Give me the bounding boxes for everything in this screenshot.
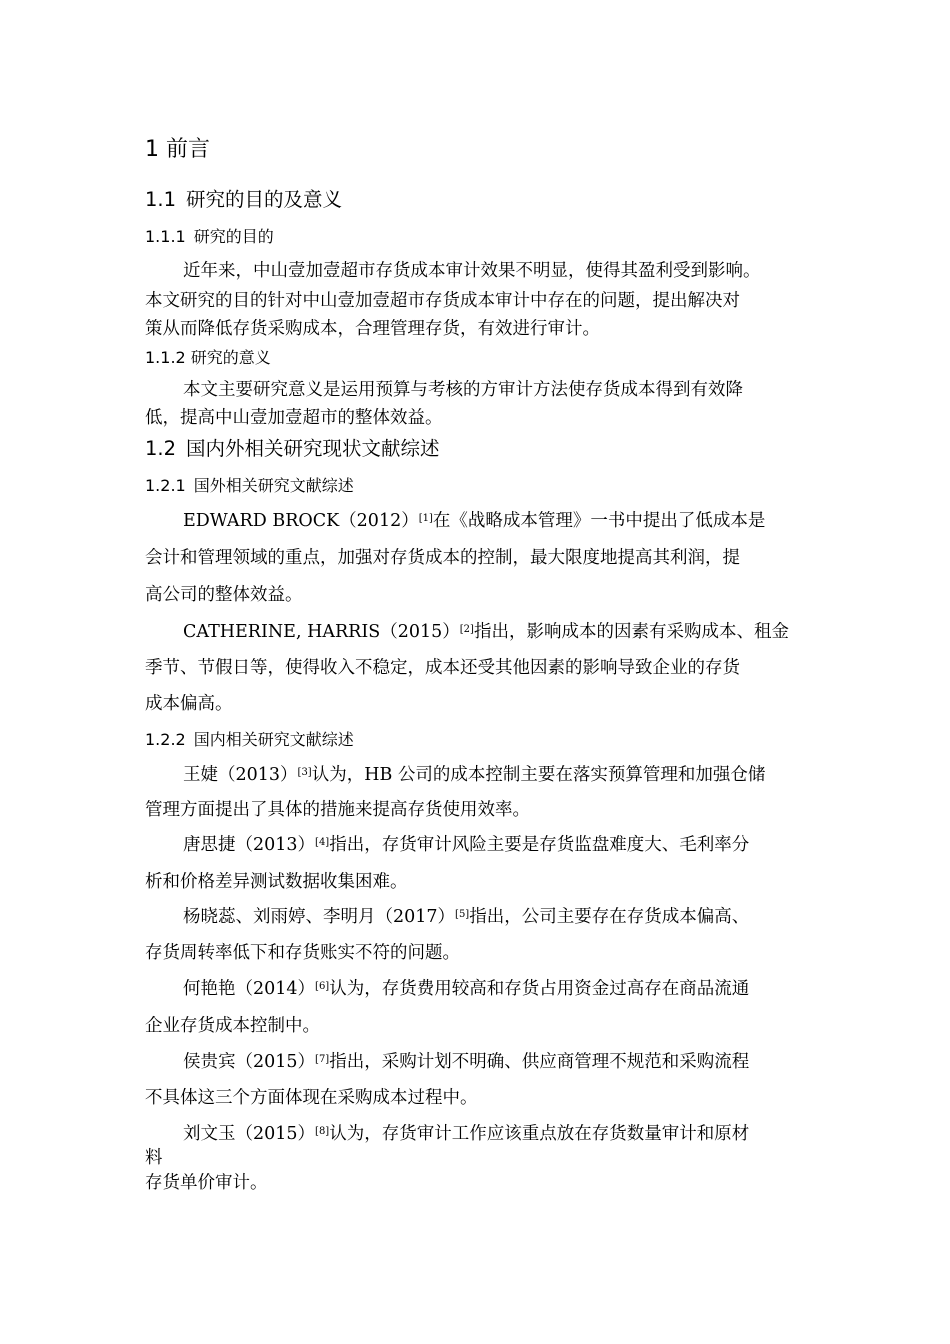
citation-marker: [3] (297, 767, 312, 778)
citation-marker: [5] (455, 909, 470, 920)
subsection-heading-1-2-1 (145, 475, 354, 497)
reference-author: 刘文玉（2015） (183, 1124, 316, 1144)
paragraph-line: 存货周转率低下和存货账实不符的问题。 (145, 943, 460, 963)
citation-marker: [6] (315, 981, 330, 992)
reference-author: 侯贵宾（2015） (183, 1052, 316, 1072)
citation-marker: [7] (315, 1054, 330, 1065)
reference-paragraph-line (183, 509, 765, 533)
chapter-title: 1 前言 (145, 137, 210, 162)
paragraph-line: 析和价格差异测试数据收集困难。 (145, 872, 408, 892)
citation-marker: [1] (418, 513, 433, 524)
subsection-heading-1-2-2 (145, 729, 354, 751)
subsection-number: 1.1.1 (145, 227, 186, 246)
paragraph-line: 策从而降低存货采购成本，合理管理存货，有效进行审计。 (145, 319, 600, 339)
paragraph-line: 本文主要研究意义是运用预算与考核的方审计方法使存货成本得到有效降 (183, 380, 743, 400)
reference-author: 何艳艳（2014） (183, 979, 316, 999)
reference-paragraph-line (183, 977, 749, 1001)
reference-paragraph-line (183, 620, 789, 644)
subsection-heading-1-1-2: 1.1.2 研究的意义 (145, 348, 271, 367)
reference-paragraph-line (183, 1122, 749, 1146)
paragraph-line: 高公司的整体效益。 (145, 585, 303, 605)
reference-author: EDWARD BROCK（2012） (183, 511, 419, 531)
citation-marker: [2] (459, 624, 474, 635)
subsection-title: 研究的目的 (193, 227, 274, 246)
paragraph-line: 季节、节假日等，使得收入不稳定，成本还受其他因素的影响导致企业的存货 (145, 658, 740, 678)
subsection-heading-1-1-1 (145, 226, 274, 248)
reference-paragraph-line (183, 833, 749, 857)
paragraph-line: 本文研究的目的针对中山壹加壹超市存货成本审计中存在的问题，提出解决对 (145, 291, 740, 311)
section-number: 1.1 (145, 188, 177, 211)
reference-author: 唐思捷（2013） (183, 835, 316, 855)
reference-paragraph-line (183, 905, 749, 929)
section-number: 1.2 (145, 437, 177, 460)
citation-marker: [4] (315, 837, 330, 848)
paragraph-line: 近年来，中山壹加壹超市存货成本审计效果不明显，使得其盈利受到影响。 (183, 261, 761, 281)
paragraph-line: 存货单价审计。 (145, 1173, 268, 1193)
section-title: 研究的目的及意义 (186, 188, 343, 211)
reference-paragraph-line (183, 1050, 749, 1074)
reference-text: 认为，存货审计工作应该重点放在存货数量审计和原材 (329, 1124, 750, 1144)
subsection-number: 1.2.2 (145, 730, 186, 749)
reference-text: 指出，影响成本的因素有采购成本、租金 (473, 622, 789, 642)
reference-paragraph-line (183, 763, 765, 787)
reference-text: 认为，存货费用较高和存货占用资金过高存在商品流通 (329, 979, 750, 999)
paragraph-line: 会计和管理领域的重点，加强对存货成本的控制，最大限度地提高其利润，提 (145, 548, 740, 568)
paragraph-line: 企业存货成本控制中。 (145, 1016, 320, 1036)
paragraph-line: 不具体这三个方面体现在采购成本过程中。 (145, 1088, 478, 1108)
section-heading-1-1 (145, 186, 342, 214)
subsection-title: 国内相关研究文献综述 (193, 730, 354, 749)
section-heading-1-2 (145, 435, 440, 463)
reference-author: 杨晓蕊、刘雨婷、李明月（2017） (183, 907, 456, 927)
paragraph-line: 成本偏高。 (145, 694, 233, 714)
subsection-number: 1.2.1 (145, 476, 186, 495)
reference-text: 在《战略成本管理》一书中提出了低成本是 (432, 511, 766, 531)
reference-text: 认为，HB 公司的成本控制主要在落实预算管理和加强仓储 (311, 765, 766, 785)
reference-author: CATHERINE, HARRIS（2015） (183, 622, 460, 642)
paragraph-line: 料 (145, 1148, 163, 1168)
reference-author: 王婕（2013） (183, 765, 298, 785)
paragraph-line: 管理方面提出了具体的措施来提高存货使用效率。 (145, 800, 530, 820)
paragraph-line: 低，提高中山壹加壹超市的整体效益。 (145, 408, 443, 428)
section-title: 国内外相关研究现状文献综述 (186, 437, 440, 460)
reference-text: 指出，存货审计风险主要是存货监盘难度大、毛利率分 (329, 835, 750, 855)
reference-text: 指出，公司主要存在存货成本偏高、 (469, 907, 750, 927)
citation-marker: [8] (315, 1126, 330, 1137)
subsection-title: 国外相关研究文献综述 (193, 476, 354, 495)
reference-text: 指出，采购计划不明确、供应商管理不规范和采购流程 (329, 1052, 750, 1072)
